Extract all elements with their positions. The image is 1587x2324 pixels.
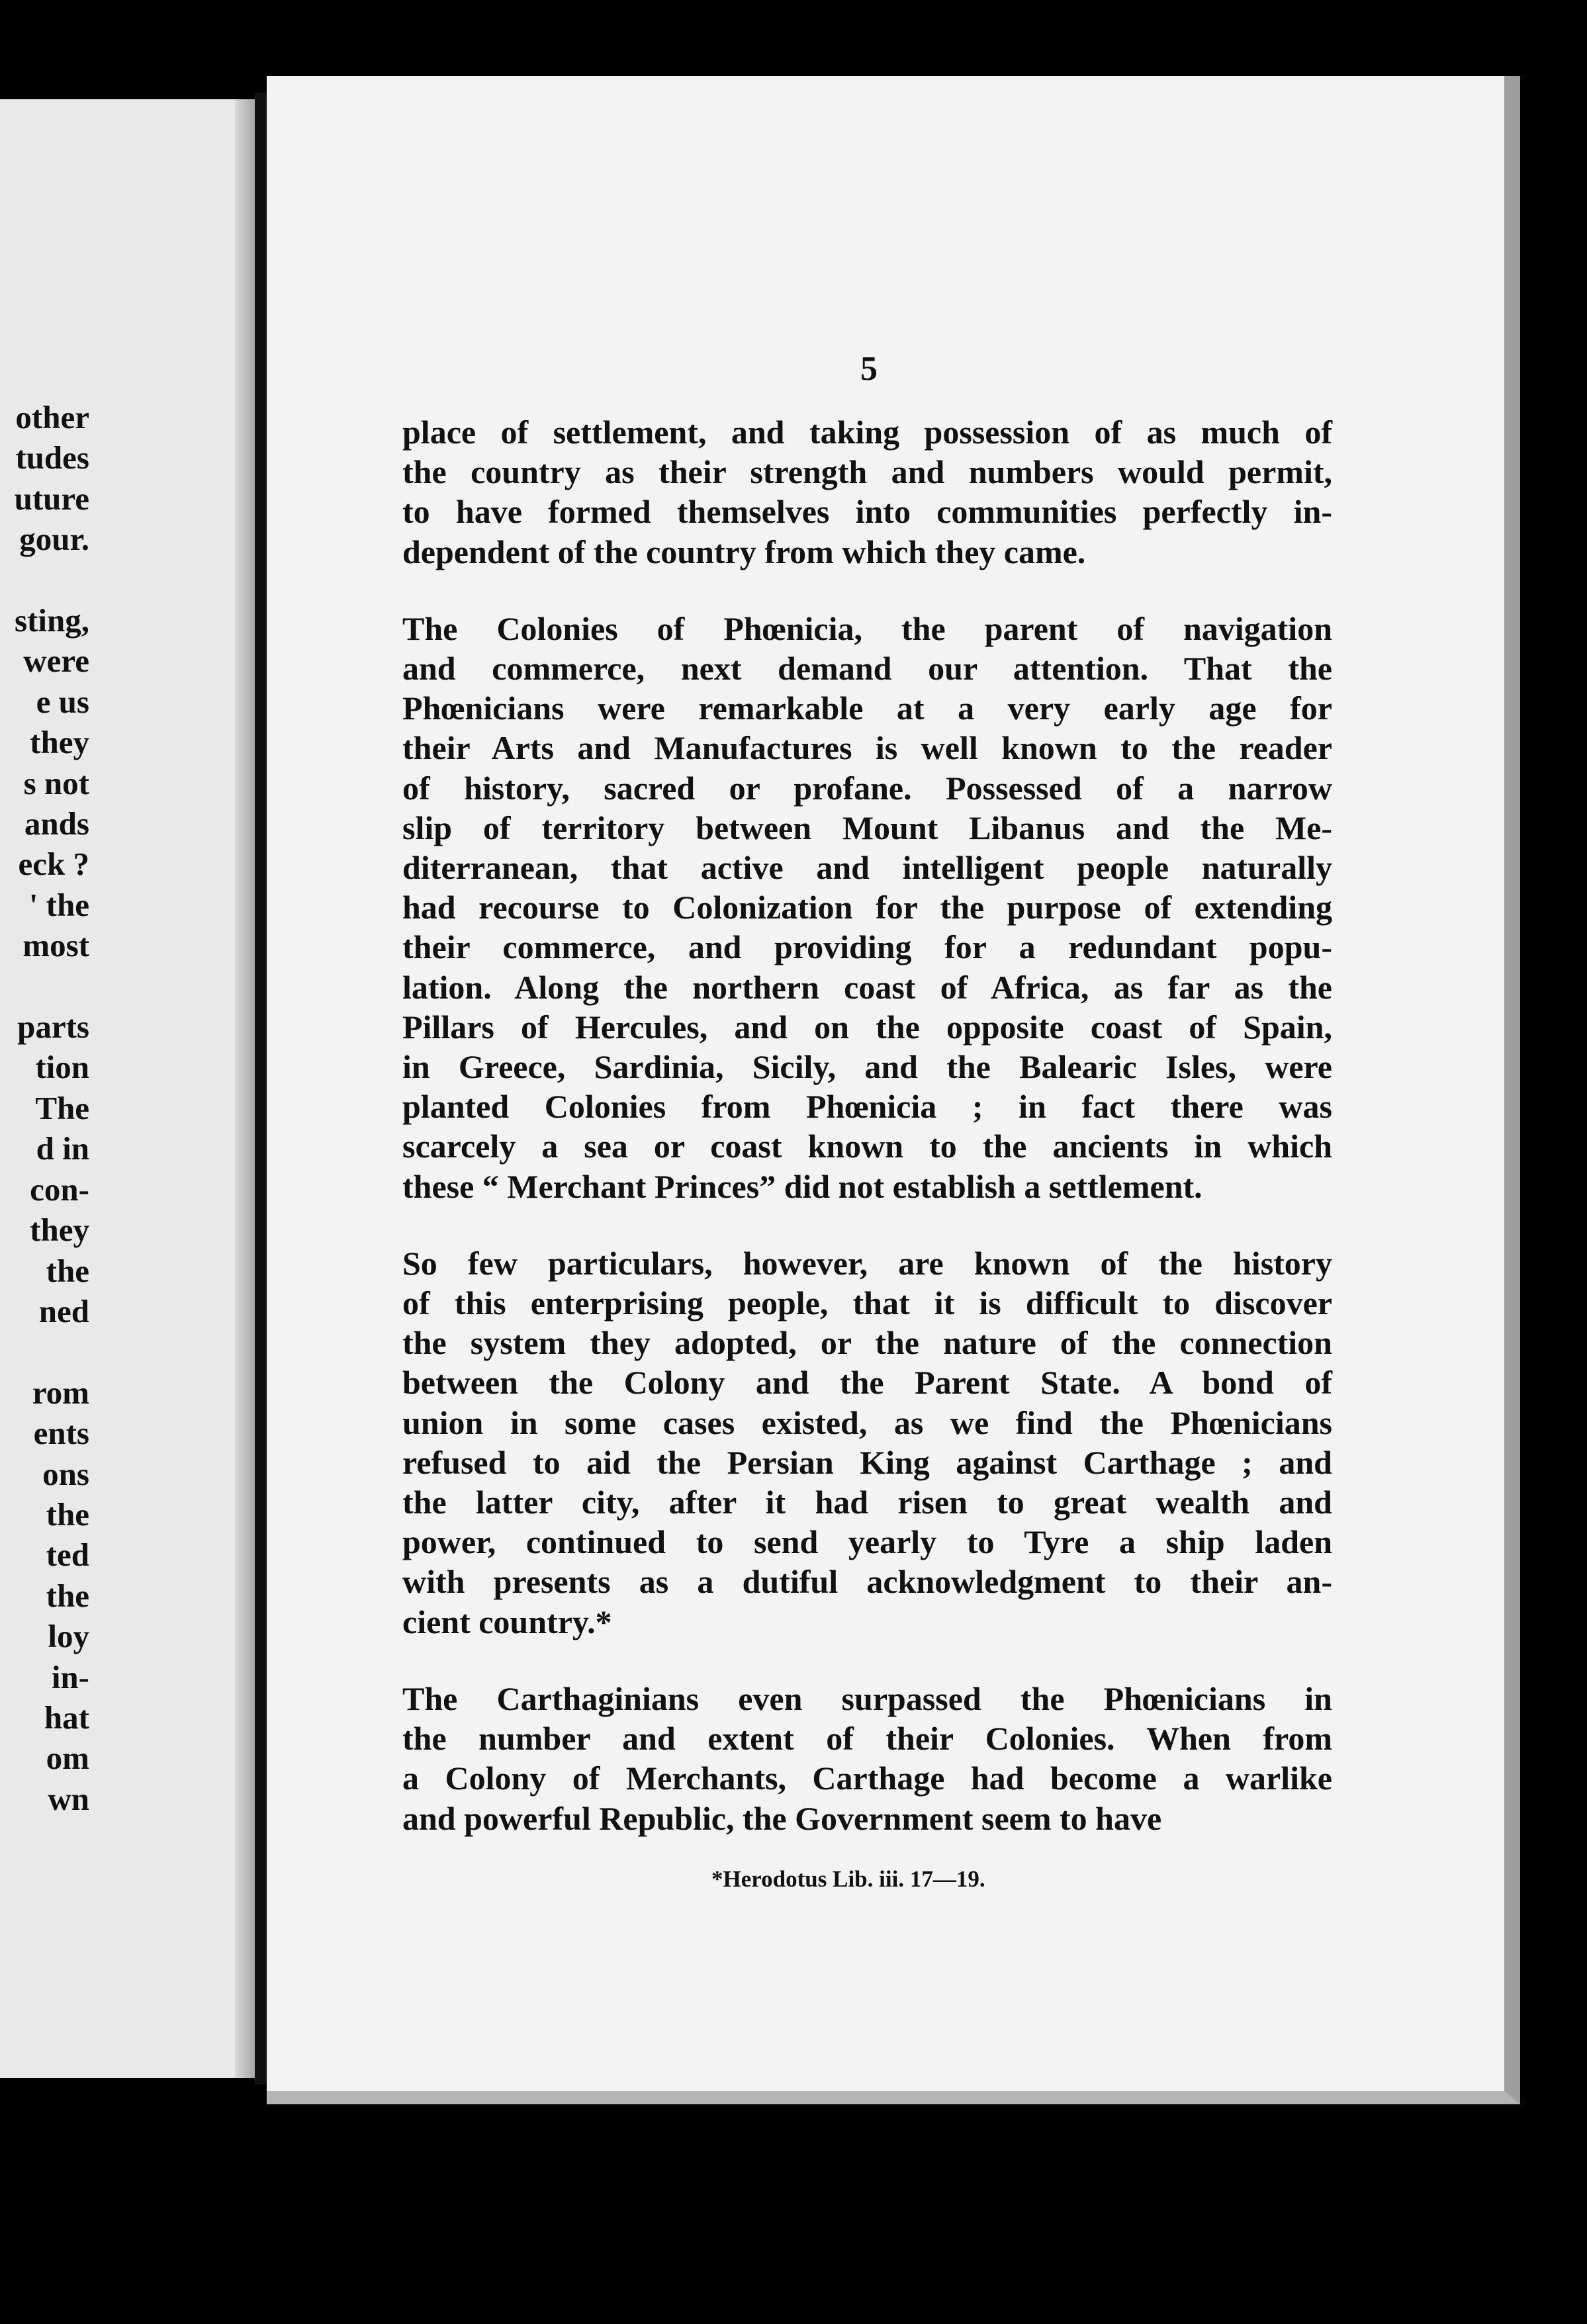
facing-page-fragment: ted [46, 1537, 89, 1574]
text-line: lation. Along the northern coast of Africa, as far as the [402, 968, 1332, 1006]
text-line: So few particulars, however, are known of the history [402, 1244, 1332, 1282]
facing-page-fragment: they [30, 724, 89, 761]
facing-page-fragment: tudes [15, 439, 89, 476]
facing-page-text-fragments [0, 397, 89, 1819]
facing-page-fragment: ons [42, 1455, 89, 1492]
facing-page-fragment: The [35, 1089, 89, 1126]
text-line: The Carthaginians even surpassed the Phœnicians in [402, 1679, 1332, 1717]
facing-page-fragment: e us [36, 683, 89, 720]
facing-page-fragment: ands [24, 805, 89, 842]
footnote: *Herodotus Lib. iii. 17—19. [711, 1866, 985, 1892]
paragraph [402, 609, 1332, 1206]
page-body-text [402, 412, 1332, 1875]
facing-page-fragment: ents [33, 1415, 89, 1452]
text-line: power, continued to send yearly to Tyre a ship laden [402, 1523, 1332, 1561]
text-line: planted Colonies from Phœnicia ; in fact there was [402, 1088, 1332, 1126]
facing-page-fragment: the [46, 1577, 89, 1614]
facing-page-gap [0, 1331, 89, 1372]
text-line: and powerful Republic, the Government seem to have [402, 1799, 1162, 1837]
facing-page-fragment: they [30, 1212, 89, 1249]
facing-page-fragment: ned [38, 1292, 89, 1329]
facing-page-fragment: wn [48, 1780, 89, 1817]
facing-page-fragment: s not [23, 764, 89, 801]
page-number: 5 [860, 350, 878, 388]
facing-page-gap [0, 560, 89, 600]
facing-page-fragment: tion [35, 1049, 89, 1086]
facing-page-fragment: most [23, 927, 89, 964]
text-line: a Colony of Merchants, Carthage had become a warlike [402, 1760, 1332, 1797]
text-line: the country as their strength and numbers would permit, [402, 453, 1332, 491]
facing-page-fragment: in- [51, 1658, 89, 1695]
facing-page-fragment: were [23, 643, 89, 680]
text-line: Phœnicians were remarkable at a very early age for [402, 690, 1332, 727]
text-line: The Colonies of Phœnicia, the parent of navigation [402, 609, 1332, 647]
facing-page-fragment: rom [32, 1374, 89, 1411]
facing-page-fragment: om [46, 1740, 89, 1777]
text-line: Pillars of Hercules, and on the opposite coast of Spain, [402, 1008, 1332, 1046]
facing-page-edge [235, 99, 255, 2078]
facing-page-fragment: the [46, 1496, 89, 1533]
facing-page-fragment: other [15, 399, 89, 435]
text-line: of history, sacred or profane. Possessed of a narrow [402, 769, 1332, 807]
text-line: with presents as a dutiful acknowledgment to their an- [402, 1563, 1332, 1601]
facing-page-fragment: gour. [19, 521, 89, 558]
text-line: the number and extent of their Colonies. When from [402, 1720, 1332, 1758]
paragraph [402, 412, 1332, 572]
facing-page-gap [0, 966, 89, 1006]
text-line: place of settlement, and taking possession of as much of [402, 414, 1332, 451]
text-line: of this enterprising people, that it is difficult to discover [402, 1284, 1332, 1322]
text-line: to have formed themselves into communities perfectly in- [402, 493, 1332, 531]
text-line: union in some cases existed, as we find the Phœnicians [402, 1404, 1332, 1441]
paragraph [402, 1679, 1332, 1838]
facing-page-fragment: eck ? [18, 846, 89, 883]
facing-page-fragment: the [46, 1252, 89, 1289]
facing-page-fragment: parts [17, 1008, 89, 1046]
facing-page-fragment: hat [44, 1699, 89, 1736]
text-line: between the Colony and the Parent State. A bond of [402, 1364, 1332, 1402]
facing-page-fragment: con- [30, 1171, 89, 1208]
facing-page-fragment: uture [14, 480, 89, 517]
text-line: their Arts and Manufactures is well known to the reader [402, 729, 1332, 767]
facing-page-fragment: d in [36, 1130, 89, 1167]
facing-page-fragment: sting, [14, 602, 89, 639]
text-line: the system they adopted, or the nature of the connection [402, 1324, 1332, 1362]
text-line: their commerce, and providing for a redundant popu- [402, 928, 1332, 966]
text-line: the latter city, after it had risen to great wealth and [402, 1484, 1332, 1521]
text-line: diterranean, that active and intelligent people naturally [402, 849, 1332, 887]
facing-page-fragment: ' the [28, 886, 89, 923]
text-line: had recourse to Colonization for the purpose of extending [402, 889, 1332, 926]
text-line: and commerce, next demand our attention. That the [402, 650, 1332, 688]
text-line: cient country.* [402, 1603, 612, 1640]
text-line: in Greece, Sardinia, Sicily, and the Balearic Isles, were [402, 1048, 1332, 1086]
text-line: these “ Merchant Princes” did not establish a settlement. [402, 1167, 1202, 1205]
text-line: scarcely a sea or coast known to the ancients in which [402, 1128, 1332, 1165]
text-line: refused to aid the Persian King against Carthage ; and [402, 1443, 1332, 1481]
text-line: slip of territory between Mount Libanus and the Me- [402, 809, 1332, 846]
book-gutter [255, 93, 267, 2084]
text-line: dependent of the country from which they came. [402, 533, 1086, 570]
paragraph [402, 1243, 1332, 1642]
facing-page-fragment: loy [48, 1618, 89, 1655]
